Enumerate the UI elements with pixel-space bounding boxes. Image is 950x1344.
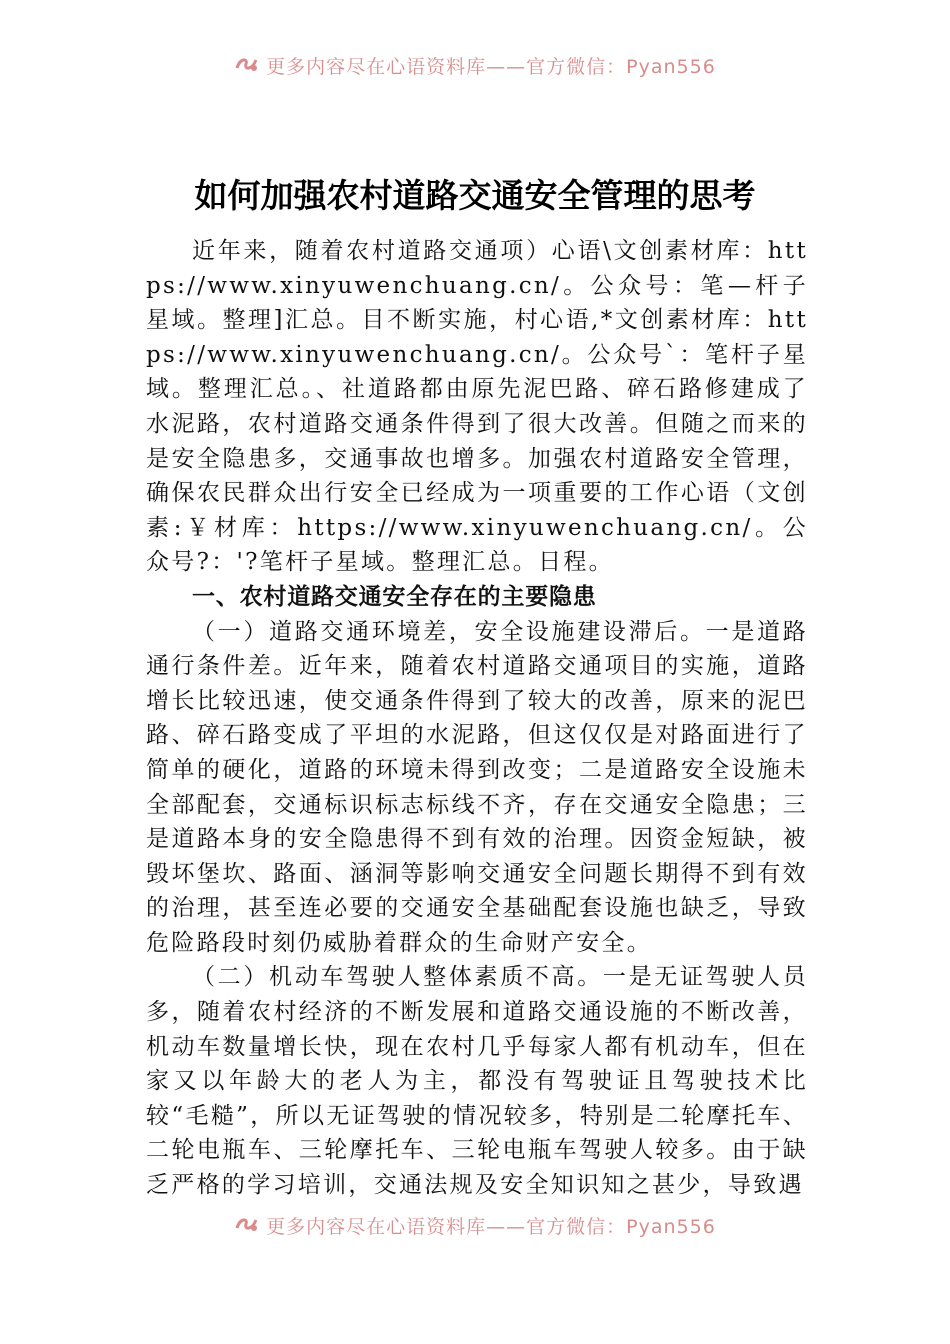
header-watermark [0,52,950,78]
logo-icon [234,1213,260,1239]
intro-paragraph: 近年来，随着农村道路交通项）心语\文创素材库：https://www.xinyuwenchuang.cn/。公众号：笔—杆子星域。整理]汇总。目不断实施，村心语,*文创素材库：https://www.xinyuwenchuang.cn/。公众号`：笔杆子星域。整理汇总。、社道路都由原先泥巴路、碎石路修建成了水泥路，农村道路交通条件得到了很大改善。但随之而来的是安全隐患多，交通事故也增多。加强农村道路安全管理，确保农民群众出行安全已经成为一项重要的工作心语（文创素:￥材库：https://www.xinyuwenchuang.cn/。公众号?：'?笔杆子星域。整理汇总。日程。 [146,238,808,576]
section-heading: 一、农村道路交通安全存在的主要隐患 [192,583,597,610]
header-watermark-text: 更多内容尽在心语资料库——官方微信：Pyan556 [266,56,716,78]
page-title: 如何加强农村道路交通安全管理的思考 [194,176,756,215]
document-body [146,234,808,1206]
subsection-paragraph-1: （一）道路交通环境差，安全设施建设滞后。一是道路通行条件差。近年来，随着农村道路交通项目的实施，道路增长比较迅速，使交通条件得到了较大的改善，原来的泥巴路、碎石路变成了平坦的水泥路，但这仅仅是对路面进行了简单的硬化，道路的环境未得到改变；二是道路安全设施未全部配套，交通标识标志标线不齐，存在交通安全隐患；三是道路本身的安全隐患得不到有效的治理。因资金短缺，被毁坏堡坎、路面、涵洞等影响交通安全问题长期得不到有效的治理，甚至连必要的交通安全基础配套设施也缺乏，导致危险路段时刻仍威胁着群众的生命财产安全。 [146,618,808,956]
subsection-paragraph-2: （二）机动车驾驶人整体素质不高。一是无证驾驶人员多，随着农村经济的不断发展和道路交通设施的不断改善，机动车数量增长快，现在农村几乎每家人都有机动车，但在家又以年龄大的老人为主，都没有驾驶证且驾驶技术比较“毛糙”，所以无证驾驶的情况较多，特别是二轮摩托车、二轮电瓶车、三轮摩托车、三轮电瓶车驾驶人较多。由于缺乏严格的学习培训，交通法规及安全知识知之甚少，导致遇 [146,964,808,1199]
footer-watermark-text: 更多内容尽在心语资料库——官方微信：Pyan556 [266,1216,716,1238]
logo-icon [234,53,260,79]
footer-watermark [0,1212,950,1238]
